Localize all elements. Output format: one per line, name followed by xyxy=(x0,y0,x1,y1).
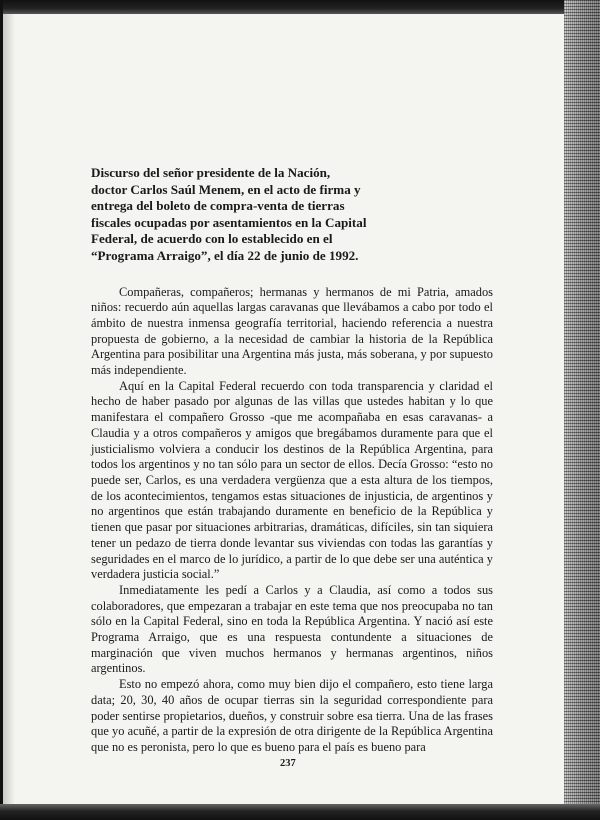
scan-top-border xyxy=(0,0,600,14)
paragraph: Esto no empezó ahora, como muy bien dijo el compañero, esto tiene larga data; 20, 30, 40 años de ocupar tierras sin la seguridad correspondiente para poder sentirse propietarios, dueños, y construir sobre esa tierra. Una de las frases que yo acuñé, a partir de la expresión de otra dirigente de la República Argentina que no es peronista, pero lo que es bueno para el país es bueno para xyxy=(91,677,493,754)
title-line: Discurso del señor presidente de la Nación, xyxy=(91,165,331,180)
title-line: fiscales ocupadas por asentamientos en la Capital xyxy=(91,214,367,230)
page-number: 237 xyxy=(280,758,296,769)
paragraph: Inmediatamente les pedí a Carlos y a Claudia, así como a todos sus colaboradores, que empezaran a trabajar en este tema que nos preocupaba no tan sólo en la Capital Federal, sino en toda la República Argentina. Y nació así este Programa Arraigo, que es una respuesta contundente a situaciones de marginación que viven muchos hermanos y hermanas argentinos, niños argentinos. xyxy=(91,582,493,676)
paragraph: Compañeras, compañeros; hermanas y hermanos de mi Patria, amados niños: recuerdo aún aquellas largas caravanas que llevábamos a cabo por todo el ámbito de nuestra inmensa geografía territorial, haciendo referencia a nuestra propuesta de gobierno, a la necesidad de cambiar la historia de la República Argentina para posibilitar una Argentina más justa, más soberana, y por supuesto más independiente. xyxy=(91,284,493,378)
title-line: Federal, de acuerdo con lo establecido en el xyxy=(91,231,333,247)
title-line: doctor Carlos Saúl Menem, en el acto de firma y xyxy=(91,181,361,197)
scan-right-border xyxy=(564,0,600,820)
document-content xyxy=(91,165,493,756)
speech-title xyxy=(91,165,381,265)
paragraph: Aquí en la Capital Federal recuerdo con toda transparencia y claridad el hecho de haber pasado por algunas de las villas que ustedes habitan y lo que manifestara el compañero Grosso -que me acompañaba en esas caravanas- a Claudia y a otros compañeros y amigos que bregábamos duramente para que el justicialismo volviera a conducir los destinos de la República Argentina, para todos los argentinos y no tan sólo para un sector de ellos. Decía Grosso: “esto no puede ser, Carlos, es una verdadera vergüenza que a esta altura de los tiempos, de los acontecimientos, tengamos estas situaciones de injusticia, de argentinos y no argentinos que están trabajando duramente en beneficio de la República y tienen que pasar por situaciones arbitrarias, dramáticas, difíciles, sin tan siquiera tener un pedazo de tierra donde levantar sus viviendas con todas las garantías y seguridades en el marco de lo jurídico, a partir de lo que debe ser una auténtica y verdadera justicia social.” xyxy=(91,378,493,582)
title-line: “Programa Arraigo”, el día 22 de junio de 1992. xyxy=(91,247,359,263)
title-line: entrega del boleto de compra-venta de tierras xyxy=(91,198,345,214)
speech-body xyxy=(91,285,493,756)
scan-bottom-border xyxy=(0,804,600,820)
scan-left-shadow xyxy=(3,14,15,804)
